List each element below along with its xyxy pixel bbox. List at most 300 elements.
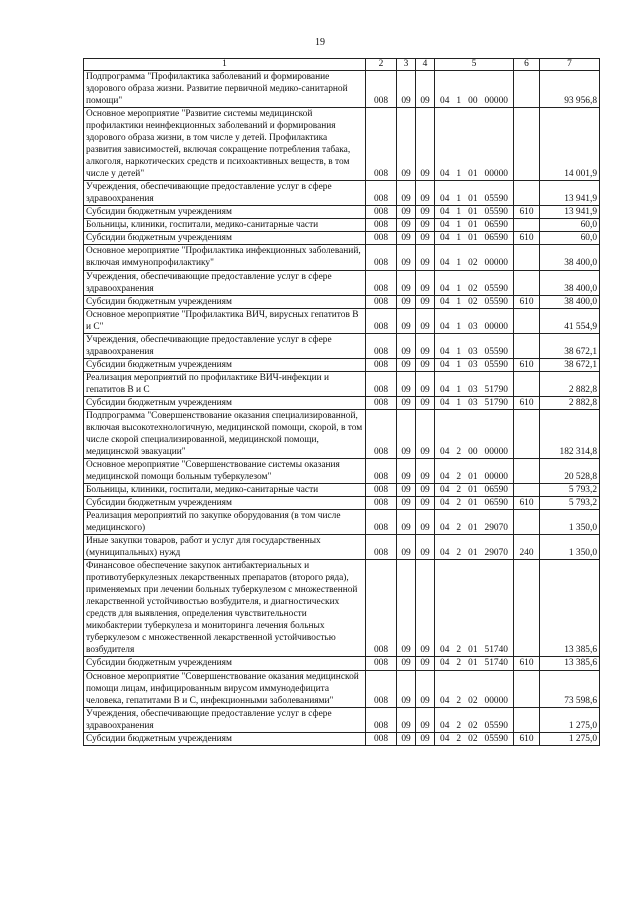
ministry-code: 008 [366, 497, 397, 510]
activity-code: 02 [468, 720, 478, 731]
section-code: 09 [397, 206, 416, 219]
ministry-code: 008 [366, 295, 397, 308]
target-article-code [435, 270, 514, 295]
subprogram-code: 2 [456, 485, 462, 496]
table-row [84, 371, 600, 396]
program-code: 04 [440, 96, 450, 107]
subsection-code: 09 [416, 71, 435, 108]
subsection-code: 09 [416, 308, 435, 333]
subprogram-code: 2 [456, 548, 462, 559]
expense-type-code: 610 [514, 232, 540, 245]
program-code: 04 [440, 258, 450, 269]
subprogram-code: 1 [456, 194, 462, 205]
subprogram-code: 2 [456, 658, 462, 669]
table-row [84, 295, 600, 308]
subprogram-code: 1 [456, 283, 462, 294]
section-code: 09 [397, 219, 416, 232]
row-name: Субсидии бюджетным учреждениям [84, 232, 366, 245]
ministry-code: 008 [366, 232, 397, 245]
target-article-code [435, 206, 514, 219]
ministry-code: 008 [366, 535, 397, 560]
ministry-code: 008 [366, 181, 397, 206]
program-code: 04 [440, 523, 450, 534]
table-row [84, 71, 600, 108]
amount: 13 941,9 [540, 206, 600, 219]
row-name: Субсидии бюджетным учреждениям [84, 295, 366, 308]
ministry-code: 008 [366, 732, 397, 745]
section-code: 09 [397, 245, 416, 270]
expense-type-code [514, 71, 540, 108]
table-row [84, 270, 600, 295]
row-name: Финансовое обеспечение закупок антибактериальных и противотуберкулезных лекарственных препаратов (второго ряда), применяемых при лечении больных туберкулезом с множественной лекарственной устойчивостью возбудителя, и диагностических средств для выявления, определения чувствительности микобактерии туберкулеза и мониторинга лечения больных туберкулезом с множественной лекарственной устойчивостью возбудителя [84, 560, 366, 657]
section-code: 09 [397, 181, 416, 206]
target-article-code [435, 409, 514, 458]
activity-code: 01 [468, 548, 478, 559]
target-article-code [435, 245, 514, 270]
amount: 1 350,0 [540, 535, 600, 560]
table-row [84, 458, 600, 483]
header-col-1: 1 [84, 59, 366, 71]
activity-code: 03 [468, 359, 478, 370]
target-article-code [435, 371, 514, 396]
subprogram-code: 1 [456, 96, 462, 107]
expense-type-code: 240 [514, 535, 540, 560]
program-code: 04 [440, 472, 450, 482]
subprogram-code: 2 [456, 645, 462, 656]
ministry-code: 008 [366, 308, 397, 333]
amount: 38 400,0 [540, 245, 600, 270]
target-article-code [435, 670, 514, 707]
subsection-code: 09 [416, 295, 435, 308]
activity-code: 01 [468, 523, 478, 534]
table-row [84, 206, 600, 219]
activity-code: 01 [468, 233, 478, 244]
expense-type-code [514, 484, 540, 497]
target-article-code [435, 308, 514, 333]
subprogram-code: 2 [456, 472, 462, 482]
activity-code: 01 [468, 645, 478, 656]
program-code: 04 [440, 733, 450, 744]
activity-code: 03 [468, 346, 478, 357]
direction-code: 05590 [484, 283, 508, 294]
table-row [84, 245, 600, 270]
header-col-7: 7 [540, 59, 600, 71]
subprogram-code: 1 [456, 384, 462, 395]
activity-code: 01 [468, 498, 478, 509]
header-col-5: 5 [435, 59, 514, 71]
subsection-code: 09 [416, 219, 435, 232]
ministry-code: 008 [366, 358, 397, 371]
row-name: Субсидии бюджетным учреждениям [84, 732, 366, 745]
table-body [84, 71, 600, 746]
subprogram-code: 1 [456, 321, 462, 332]
table-row [84, 732, 600, 745]
budget-table [83, 58, 600, 746]
subsection-code: 09 [416, 458, 435, 483]
amount: 73 598,6 [540, 670, 600, 707]
program-code: 04 [440, 321, 450, 332]
program-code: 04 [440, 548, 450, 559]
expense-type-code [514, 219, 540, 232]
row-name: Основное мероприятие "Профилактика инфекционных заболеваний, включая иммунопрофилактику" [84, 245, 366, 270]
ministry-code: 008 [366, 206, 397, 219]
row-name: Учреждения, обеспечивающие предоставление услуг в сфере здравоохранения [84, 181, 366, 206]
activity-code: 02 [468, 296, 478, 307]
program-code: 04 [440, 720, 450, 731]
row-name: Учреждения, обеспечивающие предоставление услуг в сфере здравоохранения [84, 707, 366, 732]
header-col-3: 3 [397, 59, 416, 71]
amount: 38 672,1 [540, 333, 600, 358]
expense-type-code: 610 [514, 295, 540, 308]
expense-type-code [514, 409, 540, 458]
table-row [84, 510, 600, 535]
subsection-code: 09 [416, 484, 435, 497]
amount: 5 793,2 [540, 497, 600, 510]
program-code: 04 [440, 220, 450, 231]
expense-type-code [514, 308, 540, 333]
expense-type-code [514, 560, 540, 657]
row-name: Больницы, клиники, госпитали, медико-санитарные части [84, 219, 366, 232]
target-article-code [435, 732, 514, 745]
amount: 2 882,8 [540, 396, 600, 409]
row-name: Субсидии бюджетным учреждениям [84, 497, 366, 510]
table-row [84, 232, 600, 245]
target-article-code [435, 358, 514, 371]
amount: 1 350,0 [540, 510, 600, 535]
subsection-code: 09 [416, 670, 435, 707]
expense-type-code [514, 670, 540, 707]
ministry-code: 008 [366, 396, 397, 409]
ministry-code: 008 [366, 245, 397, 270]
activity-code: 01 [468, 207, 478, 218]
direction-code: 00000 [484, 96, 508, 107]
activity-code: 01 [468, 194, 478, 205]
program-code: 04 [440, 233, 450, 244]
program-code: 04 [440, 397, 450, 408]
section-code: 09 [397, 535, 416, 560]
table-row [84, 108, 600, 181]
subprogram-code: 1 [456, 169, 462, 180]
direction-code: 05590 [484, 346, 508, 357]
activity-code: 00 [468, 96, 478, 107]
amount: 41 554,9 [540, 308, 600, 333]
direction-code: 05590 [484, 720, 508, 731]
subsection-code: 09 [416, 396, 435, 409]
subprogram-code: 2 [456, 523, 462, 534]
program-code: 04 [440, 485, 450, 496]
ministry-code: 008 [366, 270, 397, 295]
amount: 60,0 [540, 232, 600, 245]
amount: 2 882,8 [540, 371, 600, 396]
direction-code: 06590 [484, 220, 508, 231]
target-article-code [435, 484, 514, 497]
row-name: Основное мероприятие "Развитие системы медицинской профилактики неинфекционных заболеваний и формирования здорового образа жизни, в том числе у детей. Профилактика развития зависимостей, включая сокращение потребления табака, алкоголя, наркотических средств и психоактивных веществ, в том числе у детей" [84, 108, 366, 181]
target-article-code [435, 333, 514, 358]
program-code: 04 [440, 695, 450, 706]
expense-type-code: 610 [514, 358, 540, 371]
activity-code: 01 [468, 169, 478, 180]
subsection-code: 09 [416, 270, 435, 295]
program-code: 04 [440, 283, 450, 294]
activity-code: 01 [468, 220, 478, 231]
amount: 1 275,0 [540, 707, 600, 732]
subsection-code: 09 [416, 560, 435, 657]
activity-code: 01 [468, 485, 478, 496]
ministry-code: 008 [366, 409, 397, 458]
table-header-row [84, 59, 600, 71]
section-code: 09 [397, 670, 416, 707]
program-code: 04 [440, 658, 450, 669]
subsection-code: 09 [416, 371, 435, 396]
subprogram-code: 1 [456, 220, 462, 231]
subprogram-code: 2 [456, 446, 462, 457]
amount: 38 672,1 [540, 358, 600, 371]
row-name: Основное мероприятие "Профилактика ВИЧ, вирусных гепатитов В и С" [84, 308, 366, 333]
table-row [84, 657, 600, 670]
subprogram-code: 2 [456, 720, 462, 731]
direction-code: 51790 [484, 384, 508, 395]
subsection-code: 09 [416, 245, 435, 270]
section-code: 09 [397, 270, 416, 295]
row-name: Субсидии бюджетным учреждениям [84, 657, 366, 670]
subsection-code: 09 [416, 232, 435, 245]
direction-code: 06590 [484, 233, 508, 244]
activity-code: 01 [468, 658, 478, 669]
direction-code: 00000 [484, 169, 508, 180]
direction-code: 51740 [484, 645, 508, 656]
section-code: 09 [397, 732, 416, 745]
direction-code: 06590 [484, 485, 508, 496]
direction-code: 05590 [484, 207, 508, 218]
subprogram-code: 1 [456, 233, 462, 244]
section-code: 09 [397, 71, 416, 108]
header-col-6: 6 [514, 59, 540, 71]
section-code: 09 [397, 358, 416, 371]
activity-code: 02 [468, 733, 478, 744]
subsection-code: 09 [416, 333, 435, 358]
ministry-code: 008 [366, 458, 397, 483]
table-row [84, 181, 600, 206]
direction-code: 05590 [484, 359, 508, 370]
target-article-code [435, 219, 514, 232]
section-code: 09 [397, 371, 416, 396]
activity-code: 03 [468, 384, 478, 395]
amount: 13 385,6 [540, 560, 600, 657]
section-code: 09 [397, 108, 416, 181]
header-col-4: 4 [416, 59, 435, 71]
program-code: 04 [440, 296, 450, 307]
table-row [84, 333, 600, 358]
activity-code: 03 [468, 321, 478, 332]
row-name: Основное мероприятие "Совершенствование оказания медицинской помощи лицам, инфицированным вирусом иммунодефицита человека, гепатитами В и С, инфекционными заболеваниями" [84, 670, 366, 707]
row-name: Учреждения, обеспечивающие предоставление услуг в сфере здравоохранения [84, 333, 366, 358]
expense-type-code [514, 510, 540, 535]
ministry-code: 008 [366, 333, 397, 358]
amount: 14 001,9 [540, 108, 600, 181]
amount: 13 385,6 [540, 657, 600, 670]
row-name: Подпрограмма "Профилактика заболеваний и формирование здорового образа жизни. Развитие первичной медико-санитарной помощи" [84, 71, 366, 108]
amount: 1 275,0 [540, 732, 600, 745]
expense-type-code: 610 [514, 732, 540, 745]
subprogram-code: 1 [456, 359, 462, 370]
subprogram-code: 2 [456, 733, 462, 744]
activity-code: 03 [468, 397, 478, 408]
target-article-code [435, 396, 514, 409]
expense-type-code [514, 371, 540, 396]
program-code: 04 [440, 384, 450, 395]
row-name: Субсидии бюджетным учреждениям [84, 206, 366, 219]
subprogram-code: 1 [456, 397, 462, 408]
section-code: 09 [397, 308, 416, 333]
header-col-2: 2 [366, 59, 397, 71]
direction-code: 29070 [484, 523, 508, 534]
subsection-code: 09 [416, 206, 435, 219]
table-row [84, 396, 600, 409]
subsection-code: 09 [416, 181, 435, 206]
page-number: 19 [315, 37, 325, 48]
table-row [84, 707, 600, 732]
subsection-code: 09 [416, 409, 435, 458]
target-article-code [435, 657, 514, 670]
section-code: 09 [397, 409, 416, 458]
row-name: Больницы, клиники, госпитали, медико-санитарные части [84, 484, 366, 497]
expense-type-code [514, 181, 540, 206]
target-article-code [435, 560, 514, 657]
subsection-code: 09 [416, 497, 435, 510]
direction-code: 00000 [484, 695, 508, 706]
target-article-code [435, 535, 514, 560]
table-row [84, 358, 600, 371]
amount: 93 956,8 [540, 71, 600, 108]
program-code: 04 [440, 346, 450, 357]
program-code: 04 [440, 498, 450, 509]
table-row [84, 560, 600, 657]
row-name: Основное мероприятие "Совершенствование системы оказания медицинской помощи больным туберкулезом" [84, 458, 366, 483]
ministry-code: 008 [366, 71, 397, 108]
expense-type-code: 610 [514, 396, 540, 409]
subsection-code: 09 [416, 108, 435, 181]
row-name: Учреждения, обеспечивающие предоставление услуг в сфере здравоохранения [84, 270, 366, 295]
direction-code: 05590 [484, 733, 508, 744]
table-row [84, 409, 600, 458]
direction-code: 06590 [484, 498, 508, 509]
table-row [84, 535, 600, 560]
row-name: Субсидии бюджетным учреждениям [84, 358, 366, 371]
target-article-code [435, 458, 514, 483]
activity-code: 02 [468, 283, 478, 294]
section-code: 09 [397, 560, 416, 657]
activity-code: 01 [468, 472, 478, 482]
subprogram-code: 1 [456, 346, 462, 357]
direction-code: 00000 [484, 472, 508, 482]
amount: 60,0 [540, 219, 600, 232]
section-code: 09 [397, 295, 416, 308]
target-article-code [435, 295, 514, 308]
subprogram-code: 1 [456, 207, 462, 218]
table-row [84, 670, 600, 707]
row-name: Реализация мероприятий по закупке оборудования (в том числе медицинского) [84, 510, 366, 535]
ministry-code: 008 [366, 560, 397, 657]
section-code: 09 [397, 497, 416, 510]
row-name: Иные закупки товаров, работ и услуг для государственных (муниципальных) нужд [84, 535, 366, 560]
row-name: Субсидии бюджетным учреждениям [84, 396, 366, 409]
expense-type-code [514, 458, 540, 483]
activity-code: 00 [468, 446, 478, 457]
subsection-code: 09 [416, 358, 435, 371]
expense-type-code [514, 270, 540, 295]
expense-type-code: 610 [514, 206, 540, 219]
ministry-code: 008 [366, 219, 397, 232]
amount: 38 400,0 [540, 270, 600, 295]
subsection-code: 09 [416, 535, 435, 560]
expense-type-code [514, 108, 540, 181]
amount: 13 941,9 [540, 181, 600, 206]
section-code: 09 [397, 510, 416, 535]
subprogram-code: 2 [456, 498, 462, 509]
section-code: 09 [397, 396, 416, 409]
expense-type-code [514, 333, 540, 358]
direction-code: 51740 [484, 658, 508, 669]
ministry-code: 008 [366, 657, 397, 670]
subprogram-code: 2 [456, 695, 462, 706]
expense-type-code [514, 707, 540, 732]
row-name: Подпрограмма "Совершенствование оказания специализированной, включая высокотехнологичную, медицинской помощи, скорой, в том числе скорой специализированной, медицинской помощи, медицинской эвакуации" [84, 409, 366, 458]
section-code: 09 [397, 232, 416, 245]
program-code: 04 [440, 194, 450, 205]
target-article-code [435, 181, 514, 206]
activity-code: 02 [468, 258, 478, 269]
table-row [84, 497, 600, 510]
table-row [84, 219, 600, 232]
ministry-code: 008 [366, 510, 397, 535]
subprogram-code: 1 [456, 296, 462, 307]
expense-type-code [514, 245, 540, 270]
section-code: 09 [397, 333, 416, 358]
row-name: Реализация мероприятий по профилактике ВИЧ-инфекции и гепатитов В и С [84, 371, 366, 396]
direction-code: 29070 [484, 548, 508, 559]
target-article-code [435, 497, 514, 510]
direction-code: 00000 [484, 446, 508, 457]
ministry-code: 008 [366, 707, 397, 732]
table-row [84, 308, 600, 333]
amount: 182 314,8 [540, 409, 600, 458]
direction-code: 05590 [484, 194, 508, 205]
section-code: 09 [397, 458, 416, 483]
program-code: 04 [440, 446, 450, 457]
subsection-code: 09 [416, 510, 435, 535]
expense-type-code: 610 [514, 657, 540, 670]
program-code: 04 [440, 207, 450, 218]
section-code: 09 [397, 707, 416, 732]
activity-code: 02 [468, 695, 478, 706]
ministry-code: 008 [366, 108, 397, 181]
target-article-code [435, 510, 514, 535]
subprogram-code: 1 [456, 258, 462, 269]
program-code: 04 [440, 645, 450, 656]
amount: 20 528,8 [540, 458, 600, 483]
program-code: 04 [440, 169, 450, 180]
subsection-code: 09 [416, 657, 435, 670]
target-article-code [435, 108, 514, 181]
amount: 5 793,2 [540, 484, 600, 497]
target-article-code [435, 232, 514, 245]
section-code: 09 [397, 484, 416, 497]
expense-type-code: 610 [514, 497, 540, 510]
subsection-code: 09 [416, 707, 435, 732]
direction-code: 05590 [484, 296, 508, 307]
ministry-code: 008 [366, 371, 397, 396]
section-code: 09 [397, 657, 416, 670]
